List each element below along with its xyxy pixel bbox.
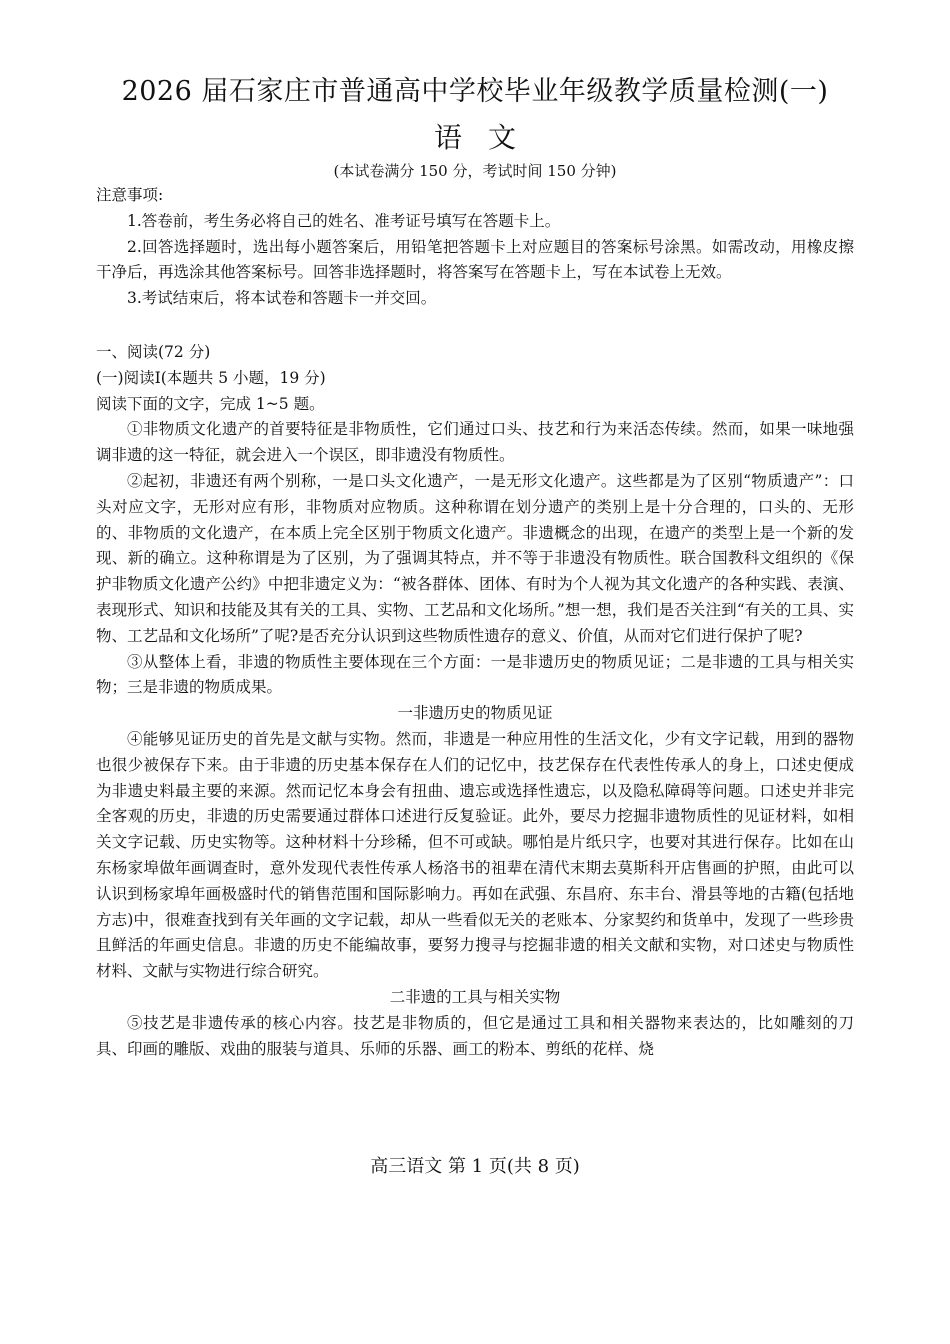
page-footer: 高三语文 第 1 页(共 8 页): [370, 1156, 580, 1177]
section-gap: [96, 312, 854, 340]
subject-title: 语文: [433, 121, 542, 154]
exam-title: 2026 届石家庄市普通高中学校毕业年级教学质量检测(一): [121, 76, 829, 107]
exam-content: [96, 183, 854, 1062]
passage-paragraph-4: ④能够见证历史的首先是文献与实物。然而，非遗是一种应用性的生活文化，少有文字记载，用到的器物也很少被保存下来。由于非遗的历史基本保存在人们的记忆中，技艺保存在代表性传承人的身上，口述史便成为非遗史料最主要的来源。然而记忆本身会有扭曲、遗忘或选择性遗忘，以及隐私障碍等问题。口述史并非完全客观的历史，非遗的历史需要通过群体口述进行反复验证。此外，要尽力挖掘非遗物质性的见证材料，如相关文字记载、历史实物等。这种材料十分珍稀，但不可或缺。哪怕是片纸只字，也要对其进行保存。比如在山东杨家埠做年画调查时，意外发现代表性传承人杨洛书的祖辈在清代末期去莫斯科开店售画的护照，由此可以认识到杨家埠年画极盛时代的销售范围和国际影响力。再如在武强、东昌府、东丰台、滑县等地的古籍(包括地方志)中，很难查找到有关年画的文字记载，却从一些看似无关的老账本、分家契约和货单中，发现了一些珍贵且鲜活的年画史信息。非遗的历史不能编故事，要努力搜寻与挖掘非遗的相关文献和实物，对口述史与物质性材料、文献与实物进行综合研究。: [96, 729, 854, 981]
notice-item-2: 2.回答选择题时，选出每小题答案后，用铅笔把答题卡上对应题目的答案标号涂黑。如需改动，用橡皮擦干净后，再选涂其他答案标号。回答非选择题时，将答案写在答题卡上，写在本试卷上无效。: [96, 237, 854, 282]
passage-subheading-1: 一非遗历史的物质见证: [397, 704, 553, 723]
exam-info: (本试卷满分 150 分，考试时间 150 分钟): [333, 162, 617, 180]
section-instruction: 阅读下面的文字，完成 1~5 题。: [96, 394, 325, 413]
passage-paragraph-2: ②起初，非遗还有两个别称，一是口头文化遗产，一是无形文化遗产。这些都是为了区别“物质遗产”：口头对应文字，无形对应有形，非物质对应物质。这种称谓在划分遗产的类别上是十分合理的，口头的、无形的、非物质的文化遗产，在本质上完全区别于物质文化遗产。非遗概念的出现，在遗产的类型上是一个新的发现、新的确立。这种称谓是为了区别，为了强调其特点，并不等于非遗没有物质性。联合国教科文组织的《保护非物质文化遗产公约》中把非遗定义为：“被各群体、团体、有时为个人视为其文化遗产的各种实践、表演、表现形式、知识和技能及其有关的工具、实物、工艺品和文化场所。”想一想，我们是否关注到“有关的工具、实物、工艺品和文化场所”了呢?是否充分认识到这些物质性遗存的意义、价值，从而对它们进行保护了呢?: [96, 471, 854, 645]
passage-paragraph-1: ①非物质文化遗产的首要特征是非物质性，它们通过口头、技艺和行为来活态传续。然而，如果一味地强调非遗的这一特征，就会进入一个误区，即非遗没有物质性。: [96, 420, 854, 465]
notice-item-1: 1.答卷前，考生务必将自己的姓名、准考证号填写在答题卡上。: [127, 211, 561, 230]
passage-paragraph-5: ⑤技艺是非遗传承的核心内容。技艺是非物质的，但它是通过工具和相关器物来表达的，比如雕刻的刀具、印画的雕版、戏曲的服装与道具、乐师的乐器、画工的粉本、剪纸的花样、烧: [96, 1013, 854, 1058]
section-heading: 一、阅读(72 分): [96, 342, 211, 361]
passage-paragraph-3: ③从整体上看，非遗的物质性主要体现在三个方面：一是非遗历史的物质见证；二是非遗的工具与相关实物；三是非遗的物质成果。: [96, 652, 854, 697]
section-sub-heading: (一)阅读Ⅰ(本题共 5 小题，19 分): [96, 368, 326, 387]
notice-item-3: 3.考试结束后，将本试卷和答题卡一并交回。: [127, 289, 437, 308]
notice-heading: 注意事项:: [96, 186, 164, 204]
passage-subheading-2: 二非遗的工具与相关实物: [389, 987, 561, 1006]
